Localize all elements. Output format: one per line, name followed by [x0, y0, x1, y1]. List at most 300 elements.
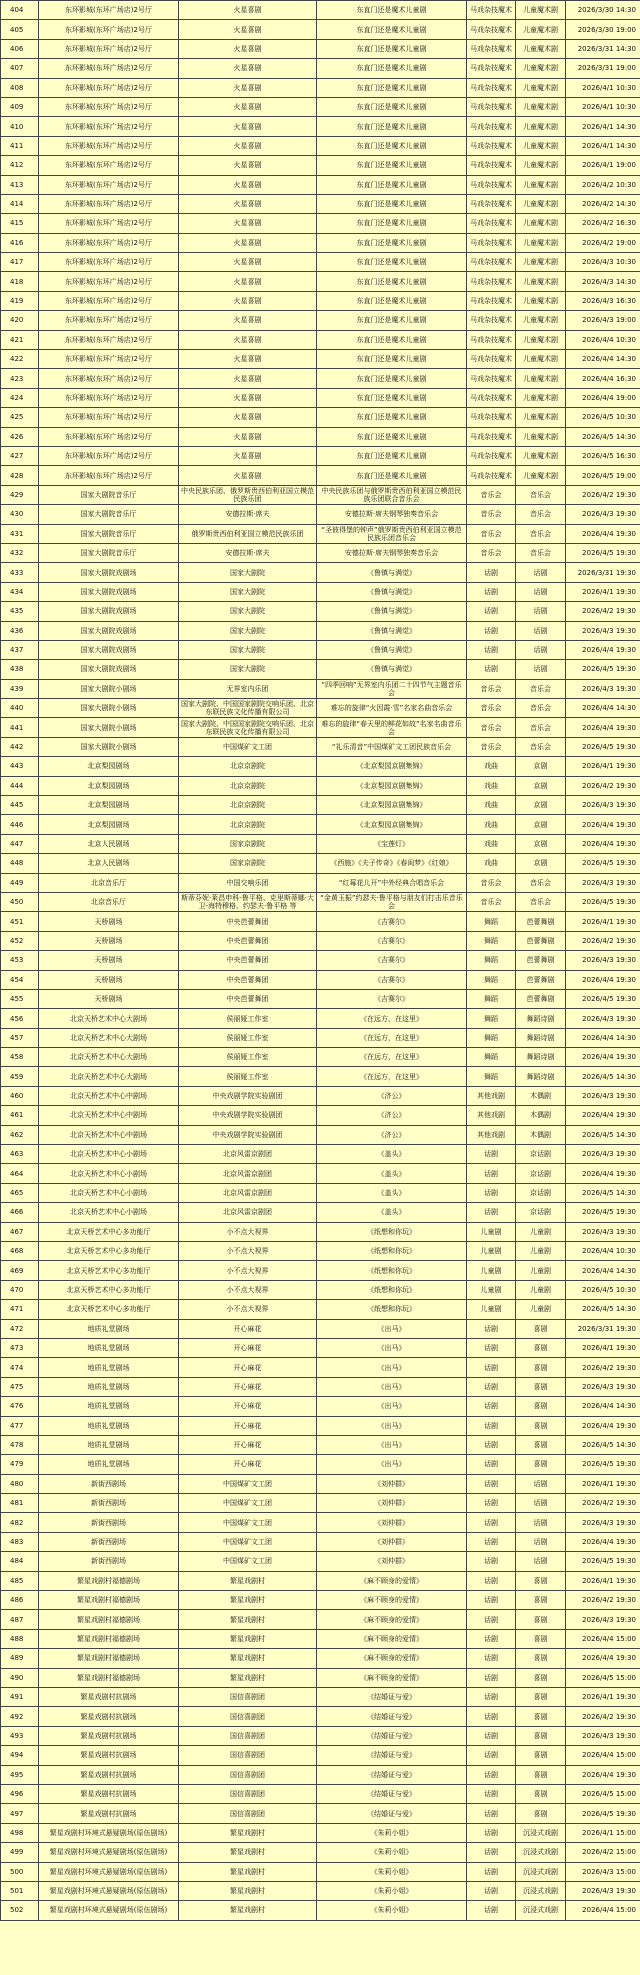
category-cell: 话剧 — [467, 1358, 516, 1377]
row-number-cell: 445 — [1, 796, 39, 815]
subcategory-cell: 音乐会 — [516, 699, 566, 718]
subcategory-cell: 儿童魔术剧 — [516, 194, 566, 213]
organizer-cell: 国家大剧院、中国国家剧院交响乐团、北京东联民族文化传播有限公司 — [179, 699, 317, 718]
table-row — [1, 776, 640, 795]
row-number-cell: 455 — [1, 989, 39, 1008]
row-number-cell: 416 — [1, 233, 39, 252]
venue-cell: 天桥剧场 — [39, 912, 179, 931]
table-row — [1, 1687, 640, 1706]
venue-cell: 东环影城(东环广场店)2号厅 — [39, 156, 179, 175]
organizer-cell: 繁星戏剧村 — [179, 1610, 317, 1629]
program-title-cell: 东直门还是魔术儿童剧 — [317, 194, 467, 213]
subcategory-cell: 芭蕾舞剧 — [516, 989, 566, 1008]
row-number-cell: 439 — [1, 679, 39, 698]
show-time-cell: 2026/4/1 19:30 — [566, 1474, 640, 1493]
program-title-cell: 东直门还是魔术儿童剧 — [317, 350, 467, 369]
category-cell: 马戏杂技魔术 — [467, 156, 516, 175]
category-cell: 话剧 — [467, 582, 516, 601]
table-row — [1, 796, 640, 815]
organizer-cell: 国家大剧院 — [179, 660, 317, 679]
organizer-cell: 侯丽娅工作室 — [179, 1009, 317, 1028]
subcategory-cell: 儿童剧 — [516, 1222, 566, 1241]
show-time-cell: 2026/3/31 19:00 — [566, 59, 640, 78]
row-number-cell: 458 — [1, 1048, 39, 1067]
category-cell: 马戏杂技魔术 — [467, 388, 516, 407]
program-title-cell: 《朱莉小姐》 — [317, 1843, 467, 1862]
program-title-cell: 《结婚证与爱》 — [317, 1687, 467, 1706]
category-cell: 戏曲 — [467, 796, 516, 815]
venue-cell: 东环影城(东环广场店)2号厅 — [39, 214, 179, 233]
show-time-cell: 2026/4/5 14:30 — [566, 1300, 640, 1319]
show-time-cell: 2026/4/2 19:30 — [566, 1591, 640, 1610]
category-cell: 话剧 — [467, 1377, 516, 1396]
show-time-cell: 2026/4/4 14:30 — [566, 350, 640, 369]
program-title-cell: “圣彼得堡的钟声”俄罗斯贵西伯利亚国立模范民族乐团音乐会 — [317, 524, 467, 543]
table-row — [1, 854, 640, 873]
row-number-cell: 477 — [1, 1416, 39, 1435]
venue-cell: 天桥剧场 — [39, 951, 179, 970]
show-time-cell: 2026/4/5 19:30 — [566, 989, 640, 1008]
subcategory-cell: 儿童魔术剧 — [516, 78, 566, 97]
category-cell: 话剧 — [467, 1862, 516, 1881]
subcategory-cell: 沉浸式戏剧 — [516, 1881, 566, 1900]
subcategory-cell: 京剧 — [516, 757, 566, 776]
program-title-cell: 《纸想和你玩》 — [317, 1280, 467, 1299]
subcategory-cell: 喜剧 — [516, 1765, 566, 1784]
organizer-cell: 火星喜剧 — [179, 156, 317, 175]
show-time-cell: 2026/4/3 10:30 — [566, 253, 640, 272]
show-time-cell: 2026/4/5 19:30 — [566, 1455, 640, 1474]
row-number-cell: 501 — [1, 1881, 39, 1900]
organizer-cell: 国家京剧院 — [179, 834, 317, 853]
organizer-cell: 北京风雷京剧团 — [179, 1183, 317, 1202]
row-number-cell: 408 — [1, 78, 39, 97]
row-number-cell: 454 — [1, 970, 39, 989]
category-cell: 话剧 — [467, 1319, 516, 1338]
table-row — [1, 350, 640, 369]
subcategory-cell: 话剧 — [516, 602, 566, 621]
table-row — [1, 951, 640, 970]
row-number-cell: 424 — [1, 388, 39, 407]
subcategory-cell: 喜剧 — [516, 1435, 566, 1454]
subcategory-cell: 话剧 — [516, 563, 566, 582]
subcategory-cell: 音乐会 — [516, 718, 566, 737]
subcategory-cell: 喜剧 — [516, 1726, 566, 1745]
organizer-cell: 繁星戏剧村 — [179, 1862, 317, 1881]
program-title-cell: 《纸想和你玩》 — [317, 1242, 467, 1261]
show-time-cell: 2026/4/1 14:30 — [566, 117, 640, 136]
subcategory-cell: 喜剧 — [516, 1746, 566, 1765]
table-row — [1, 563, 640, 582]
venue-cell: 繁星戏剧村抗剧场 — [39, 1687, 179, 1706]
program-title-cell: 《北京梨园京剧集锦》 — [317, 815, 467, 834]
row-number-cell: 478 — [1, 1435, 39, 1454]
organizer-cell: 开心麻花 — [179, 1416, 317, 1435]
venue-cell: 地质礼堂剧场 — [39, 1319, 179, 1338]
program-title-cell: 《麻不顾身的爱情》 — [317, 1668, 467, 1687]
table-row — [1, 1474, 640, 1493]
subcategory-cell: 沉浸式戏剧 — [516, 1843, 566, 1862]
organizer-cell: 国家大剧院 — [179, 602, 317, 621]
table-row — [1, 117, 640, 136]
show-time-cell: 2026/4/4 14:30 — [566, 699, 640, 718]
venue-cell: 繁星戏剧村抗剧场 — [39, 1707, 179, 1726]
show-time-cell: 2026/4/4 19:30 — [566, 1416, 640, 1435]
venue-cell: 繁星戏剧村环境式悬疑剧场(原伍剧场) — [39, 1862, 179, 1881]
show-time-cell: 2026/4/2 10:30 — [566, 175, 640, 194]
category-cell: 话剧 — [467, 1513, 516, 1532]
category-cell: 话剧 — [467, 1901, 516, 1920]
subcategory-cell: 音乐会 — [516, 524, 566, 543]
venue-cell: 地质礼堂剧场 — [39, 1377, 179, 1396]
category-cell: 音乐会 — [467, 873, 516, 892]
organizer-cell: 火星喜剧 — [179, 78, 317, 97]
show-time-cell: 2026/4/1 14:30 — [566, 136, 640, 155]
program-title-cell: 《刘仲群》 — [317, 1532, 467, 1551]
category-cell: 马戏杂技魔术 — [467, 1, 516, 20]
venue-cell: 东环影城(东环广场店)2号厅 — [39, 117, 179, 136]
row-number-cell: 472 — [1, 1319, 39, 1338]
program-title-cell: 《出马》 — [317, 1435, 467, 1454]
venue-cell: 东环影城(东环广场店)2号厅 — [39, 466, 179, 485]
show-time-cell: 2026/4/1 19:30 — [566, 1338, 640, 1357]
venue-cell: 东环影城(东环广场店)2号厅 — [39, 233, 179, 252]
row-number-cell: 479 — [1, 1455, 39, 1474]
program-title-cell: 《在远方，在这里》 — [317, 1067, 467, 1086]
program-title-cell: 东直门还是魔术儿童剧 — [317, 291, 467, 310]
organizer-cell: 中国煤矿文工团 — [179, 737, 317, 756]
table-row — [1, 466, 640, 485]
category-cell: 话剧 — [467, 1804, 516, 1823]
subcategory-cell: 儿童魔术剧 — [516, 214, 566, 233]
venue-cell: 繁星戏剧村环境式悬疑剧场(原伍剧场) — [39, 1881, 179, 1900]
category-cell: 音乐会 — [467, 699, 516, 718]
row-number-cell: 483 — [1, 1532, 39, 1551]
table-row — [1, 388, 640, 407]
venue-cell: 繁星戏剧村福德剧场 — [39, 1668, 179, 1687]
subcategory-cell: 儿童魔术剧 — [516, 20, 566, 39]
table-row — [1, 543, 640, 562]
show-time-cell: 2026/4/2 19:30 — [566, 602, 640, 621]
category-cell: 马戏杂技魔术 — [467, 369, 516, 388]
organizer-cell: 火星喜剧 — [179, 330, 317, 349]
program-title-cell: 《纸想和你玩》 — [317, 1222, 467, 1241]
category-cell: 戏曲 — [467, 815, 516, 834]
show-time-cell: 2026/4/5 15:00 — [566, 1784, 640, 1803]
table-row — [1, 815, 640, 834]
category-cell: 音乐会 — [467, 737, 516, 756]
category-cell: 马戏杂技魔术 — [467, 117, 516, 136]
table-row — [1, 1280, 640, 1299]
row-number-cell: 442 — [1, 737, 39, 756]
program-title-cell: 《吉赛尔》 — [317, 970, 467, 989]
table-row — [1, 1145, 640, 1164]
show-time-cell: 2026/4/5 19:30 — [566, 1552, 640, 1571]
show-time-cell: 2026/4/5 14:30 — [566, 427, 640, 446]
table-row — [1, 660, 640, 679]
subcategory-cell: 京剧 — [516, 776, 566, 795]
program-title-cell: 《出马》 — [317, 1416, 467, 1435]
program-title-cell: 《纸想和你玩》 — [317, 1261, 467, 1280]
program-title-cell: 《济公》 — [317, 1106, 467, 1125]
venue-cell: 天桥剧场 — [39, 970, 179, 989]
venue-cell: 北京梨园剧场 — [39, 757, 179, 776]
category-cell: 儿童剧 — [467, 1242, 516, 1261]
organizer-cell: 国信喜剧团 — [179, 1804, 317, 1823]
row-number-cell: 417 — [1, 253, 39, 272]
show-time-cell: 2026/4/3 19:00 — [566, 311, 640, 330]
subcategory-cell: 京剧 — [516, 834, 566, 853]
show-time-cell: 2026/3/31 14:30 — [566, 39, 640, 58]
row-number-cell: 447 — [1, 834, 39, 853]
row-number-cell: 462 — [1, 1125, 39, 1144]
program-title-cell: 东直门还是魔术儿童剧 — [317, 446, 467, 465]
category-cell: 马戏杂技魔术 — [467, 311, 516, 330]
show-time-cell: 2026/4/5 14:30 — [566, 1183, 640, 1202]
show-time-cell: 2026/4/2 19:00 — [566, 233, 640, 252]
venue-cell: 国家大剧院戏剧场 — [39, 563, 179, 582]
table-row — [1, 912, 640, 931]
table-row — [1, 834, 640, 853]
program-title-cell: 《出马》 — [317, 1455, 467, 1474]
table-row — [1, 1649, 640, 1668]
show-time-cell: 2026/4/4 15:00 — [566, 1629, 640, 1648]
organizer-cell: 火星喜剧 — [179, 233, 317, 252]
category-cell: 马戏杂技魔术 — [467, 59, 516, 78]
show-time-cell: 2026/4/4 19:30 — [566, 524, 640, 543]
venue-cell: 新街西剧场 — [39, 1532, 179, 1551]
category-cell: 马戏杂技魔术 — [467, 233, 516, 252]
program-title-cell: 《吉赛尔》 — [317, 989, 467, 1008]
organizer-cell: 北京风雷京剧团 — [179, 1203, 317, 1222]
table-row — [1, 330, 640, 349]
table-row — [1, 970, 640, 989]
venue-cell: 繁星戏剧村抗剧场 — [39, 1726, 179, 1745]
subcategory-cell: 舞蹈诗剧 — [516, 1028, 566, 1047]
venue-cell: 东环影城(东环广场店)2号厅 — [39, 369, 179, 388]
subcategory-cell: 话剧 — [516, 640, 566, 659]
category-cell: 马戏杂技魔术 — [467, 427, 516, 446]
table-row — [1, 1261, 640, 1280]
program-title-cell: 《北京梨园京剧集锦》 — [317, 796, 467, 815]
program-title-cell: 安德拉斯·席夫钢琴独奏音乐会 — [317, 543, 467, 562]
program-title-cell: 东直门还是魔术儿童剧 — [317, 330, 467, 349]
organizer-cell: 火星喜剧 — [179, 350, 317, 369]
table-row — [1, 1397, 640, 1416]
category-cell: 戏曲 — [467, 757, 516, 776]
venue-cell: 东环影城(东环广场店)2号厅 — [39, 427, 179, 446]
category-cell: 马戏杂技魔术 — [467, 78, 516, 97]
category-cell: 话剧 — [467, 563, 516, 582]
venue-cell: 北京人民剧场 — [39, 834, 179, 853]
table-row — [1, 1610, 640, 1629]
table-row — [1, 1823, 640, 1842]
row-number-cell: 437 — [1, 640, 39, 659]
row-number-cell: 404 — [1, 1, 39, 20]
show-time-cell: 2026/4/5 19:30 — [566, 737, 640, 756]
table-row — [1, 1765, 640, 1784]
category-cell: 话剧 — [467, 1145, 516, 1164]
organizer-cell: 火星喜剧 — [179, 466, 317, 485]
venue-cell: 繁星戏剧村抗剧场 — [39, 1784, 179, 1803]
subcategory-cell: 舞蹈诗剧 — [516, 1067, 566, 1086]
category-cell: 话剧 — [467, 1338, 516, 1357]
organizer-cell: 国信喜剧团 — [179, 1746, 317, 1765]
organizer-cell: 国家大剧院、中国国家剧院交响乐团、北京东联民族文化传播有限公司 — [179, 718, 317, 737]
show-time-cell: 2026/4/5 15:00 — [566, 1668, 640, 1687]
program-title-cell: 《在远方，在这里》 — [317, 1028, 467, 1047]
venue-cell: 新街西剧场 — [39, 1494, 179, 1513]
table-row — [1, 757, 640, 776]
row-number-cell: 476 — [1, 1397, 39, 1416]
program-title-cell: 东直门还是魔术儿童剧 — [317, 272, 467, 291]
program-title-cell: 《朱莉小姐》 — [317, 1881, 467, 1900]
category-cell: 话剧 — [467, 602, 516, 621]
subcategory-cell: 喜剧 — [516, 1416, 566, 1435]
organizer-cell: 中央芭蕾舞团 — [179, 951, 317, 970]
organizer-cell: 火星喜剧 — [179, 136, 317, 155]
venue-cell: 北京天桥艺术中心小剧场 — [39, 1145, 179, 1164]
row-number-cell: 423 — [1, 369, 39, 388]
program-title-cell: 《出马》 — [317, 1319, 467, 1338]
venue-cell: 天桥剧场 — [39, 989, 179, 1008]
subcategory-cell: 喜剧 — [516, 1571, 566, 1590]
program-title-cell: 东直门还是魔术儿童剧 — [317, 233, 467, 252]
table-row — [1, 1009, 640, 1028]
organizer-cell: 小不点大视界 — [179, 1300, 317, 1319]
venue-cell: 北京天桥艺术中心小剧场 — [39, 1183, 179, 1202]
show-time-cell: 2026/4/4 19:30 — [566, 718, 640, 737]
table-row — [1, 1494, 640, 1513]
venue-cell: 北京人民剧场 — [39, 854, 179, 873]
venue-cell: 繁星戏剧村环境式悬疑剧场(原伍剧场) — [39, 1901, 179, 1920]
category-cell: 话剧 — [467, 1552, 516, 1571]
row-number-cell: 491 — [1, 1687, 39, 1706]
organizer-cell: 国信喜剧团 — [179, 1687, 317, 1706]
show-time-cell: 2026/4/2 19:30 — [566, 1494, 640, 1513]
organizer-cell: 火星喜剧 — [179, 291, 317, 310]
organizer-cell: 繁星戏剧村 — [179, 1591, 317, 1610]
table-row — [1, 1106, 640, 1125]
table-row — [1, 485, 640, 504]
venue-cell: 地质礼堂剧场 — [39, 1416, 179, 1435]
subcategory-cell: 芭蕾舞剧 — [516, 931, 566, 950]
show-time-cell: 2026/4/4 15:00 — [566, 1901, 640, 1920]
category-cell: 马戏杂技魔术 — [467, 39, 516, 58]
venue-cell: 东环影城(东环广场店)2号厅 — [39, 408, 179, 427]
program-title-cell: 《北京梨园京剧集锦》 — [317, 757, 467, 776]
row-number-cell: 467 — [1, 1222, 39, 1241]
table-row — [1, 1222, 640, 1241]
program-title-cell: 《朱莉小姐》 — [317, 1862, 467, 1881]
organizer-cell: 中国煤矿文工团 — [179, 1532, 317, 1551]
venue-cell: 东环影城(东环广场店)2号厅 — [39, 388, 179, 407]
show-time-cell: 2026/4/5 19:30 — [566, 892, 640, 911]
subcategory-cell: 话剧 — [516, 660, 566, 679]
table-row — [1, 1726, 640, 1745]
show-time-cell: 2026/3/31 19:30 — [566, 563, 640, 582]
table-row — [1, 931, 640, 950]
row-number-cell: 470 — [1, 1280, 39, 1299]
subcategory-cell: 儿童魔术剧 — [516, 117, 566, 136]
subcategory-cell: 舞蹈诗剧 — [516, 1009, 566, 1028]
program-title-cell: 难忘的旋律“火因霞·雪”名家名曲音乐会 — [317, 699, 467, 718]
category-cell: 马戏杂技魔术 — [467, 466, 516, 485]
venue-cell: 繁星戏剧村环境式悬疑剧场(原伍剧场) — [39, 1843, 179, 1862]
venue-cell: 北京音乐厅 — [39, 892, 179, 911]
table-row — [1, 1300, 640, 1319]
row-number-cell: 419 — [1, 291, 39, 310]
program-title-cell: 《结婚证与爱》 — [317, 1784, 467, 1803]
subcategory-cell: 喜剧 — [516, 1668, 566, 1687]
show-time-cell: 2026/4/1 19:00 — [566, 156, 640, 175]
row-number-cell: 474 — [1, 1358, 39, 1377]
row-number-cell: 473 — [1, 1338, 39, 1357]
show-time-cell: 2026/4/3 19:30 — [566, 1881, 640, 1900]
program-title-cell: 东直门还是魔术儿童剧 — [317, 1, 467, 20]
table-row — [1, 408, 640, 427]
show-time-cell: 2026/4/5 19:30 — [566, 1203, 640, 1222]
program-title-cell: 东直门还是魔术儿童剧 — [317, 78, 467, 97]
organizer-cell: 中国煤矿文工团 — [179, 1552, 317, 1571]
subcategory-cell: 芭蕾舞剧 — [516, 970, 566, 989]
show-time-cell: 2026/4/5 19:30 — [566, 543, 640, 562]
program-title-cell: 东直门还是魔术儿童剧 — [317, 388, 467, 407]
show-time-cell: 2026/4/5 19:30 — [566, 854, 640, 873]
category-cell: 音乐会 — [467, 718, 516, 737]
show-time-cell: 2026/4/4 19:30 — [566, 640, 640, 659]
venue-cell: 北京天桥艺术中心多功能厅 — [39, 1222, 179, 1241]
subcategory-cell: 木偶剧 — [516, 1106, 566, 1125]
row-number-cell: 482 — [1, 1513, 39, 1532]
subcategory-cell: 芭蕾舞剧 — [516, 912, 566, 931]
show-time-cell: 2026/4/3 19:30 — [566, 621, 640, 640]
show-time-cell: 2026/4/3 19:30 — [566, 1726, 640, 1745]
program-title-cell: 《吉赛尔》 — [317, 951, 467, 970]
show-time-cell: 2026/4/4 14:30 — [566, 1028, 640, 1047]
program-title-cell: 《结婚证与爱》 — [317, 1746, 467, 1765]
organizer-cell: 侯丽娅工作室 — [179, 1067, 317, 1086]
table-row — [1, 78, 640, 97]
row-number-cell: 413 — [1, 175, 39, 194]
row-number-cell: 412 — [1, 156, 39, 175]
table-row — [1, 20, 640, 39]
show-time-cell: 2026/4/4 19:30 — [566, 815, 640, 834]
subcategory-cell: 话剧 — [516, 1494, 566, 1513]
show-time-cell: 2026/4/4 10:30 — [566, 330, 640, 349]
table-row — [1, 1377, 640, 1396]
table-row — [1, 718, 640, 737]
row-number-cell: 492 — [1, 1707, 39, 1726]
category-cell: 舞蹈 — [467, 1048, 516, 1067]
program-title-cell: 东直门还是魔术儿童剧 — [317, 214, 467, 233]
program-title-cell: 《西施》《夫子传奇》《春闺梦》《红娘》 — [317, 854, 467, 873]
table-row — [1, 1707, 640, 1726]
subcategory-cell: 舞蹈诗剧 — [516, 1048, 566, 1067]
category-cell: 马戏杂技魔术 — [467, 97, 516, 116]
row-number-cell: 486 — [1, 1591, 39, 1610]
table-row — [1, 97, 640, 116]
show-time-cell: 2026/4/5 19:30 — [566, 1804, 640, 1823]
organizer-cell: 安德拉斯·席夫 — [179, 543, 317, 562]
program-title-cell: 《出马》 — [317, 1397, 467, 1416]
venue-cell: 东环影城(东环广场店)2号厅 — [39, 78, 179, 97]
table-row — [1, 1338, 640, 1357]
row-number-cell: 471 — [1, 1300, 39, 1319]
category-cell: 戏曲 — [467, 834, 516, 853]
program-title-cell: 《济公》 — [317, 1086, 467, 1105]
organizer-cell: 北京京剧院 — [179, 757, 317, 776]
